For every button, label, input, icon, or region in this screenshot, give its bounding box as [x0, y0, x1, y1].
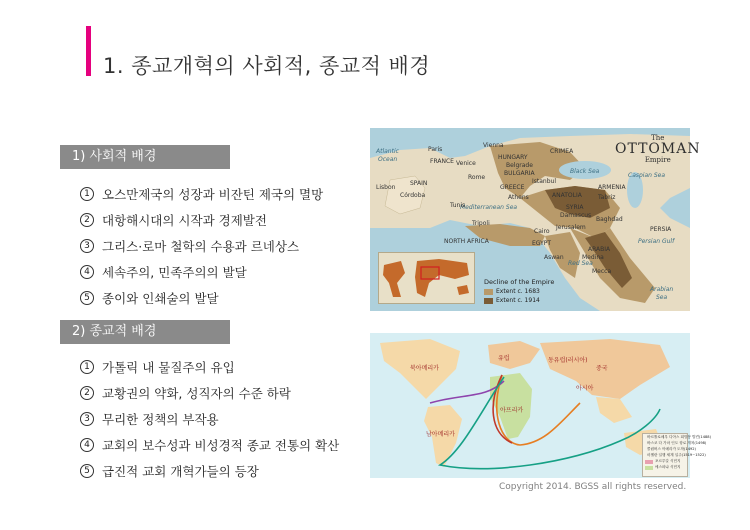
label-persian-gulf: Persian Gulf — [638, 238, 675, 245]
list-item — [80, 354, 339, 380]
label-athens: Athens — [508, 194, 529, 201]
label-russia: 동유럽(러시아) — [548, 357, 588, 364]
label-persia: PERSIA — [650, 226, 672, 233]
label-crimea: CRIMEA — [550, 148, 574, 155]
label-north-africa: NORTH AFRICA — [444, 238, 489, 245]
label-caspian: Caspian Sea — [628, 172, 666, 179]
label-damascus: Damascus — [560, 212, 592, 219]
legend-label: Extent c. 1683 — [496, 288, 540, 295]
legend-swatch-1914 — [484, 298, 493, 304]
legend-label: 에스파냐 식민지 — [655, 465, 681, 469]
title-accent-bar — [86, 26, 91, 76]
item-text: 그리스·로마 철학의 수용과 르네상스 — [102, 239, 300, 254]
item-text: 무리한 정책의 부작용 — [102, 412, 219, 427]
circled-number: 2 — [80, 213, 94, 227]
list-item — [80, 285, 323, 311]
circled-number: 3 — [80, 239, 94, 253]
label-cordoba: Córdoba — [400, 192, 426, 199]
title-the: The — [651, 134, 665, 142]
item-text: 오스만제국의 성장과 비잔틴 제국의 멸망 — [102, 187, 324, 202]
ottoman-empire-map — [370, 128, 701, 311]
label-asia: 아시아 — [576, 385, 594, 392]
list-item — [80, 432, 339, 458]
circled-number: 5 — [80, 464, 94, 478]
legend-swatch — [645, 466, 653, 470]
title-empire: Empire — [644, 156, 671, 164]
legend-item — [645, 453, 706, 458]
label-black-sea: Black Sea — [570, 168, 600, 175]
routes-legend — [642, 433, 711, 477]
circled-number: 4 — [80, 438, 94, 452]
social-background-list — [80, 181, 323, 311]
item-text: 종이와 인쇄술의 발달 — [102, 291, 219, 306]
label-sea: Sea — [656, 294, 668, 301]
label-spain: SPAIN — [410, 180, 428, 187]
list-item — [80, 181, 323, 207]
label-france: FRANCE — [430, 158, 454, 165]
legend-item — [484, 288, 554, 295]
legend-item — [645, 447, 696, 452]
label-cairo: Cairo — [534, 228, 550, 235]
label-atlantic: Atlantic — [376, 148, 399, 155]
list-item — [80, 233, 323, 259]
label-belgrade: Belgrade — [506, 162, 533, 169]
circled-number: 1 — [80, 187, 94, 201]
legend-item — [645, 441, 707, 446]
label-med-sea: Mediterranean Sea — [460, 204, 518, 211]
label-rome: Rome — [468, 174, 486, 181]
exploration-routes-map — [370, 333, 711, 478]
legend-title: Decline of the Empire — [484, 278, 555, 286]
copyright-notice: Copyright 2014. BGSS all rights reserved. — [499, 482, 687, 492]
label-mecca: Mecca — [592, 268, 612, 275]
label-red-sea: Red Sea — [568, 260, 593, 267]
label-north-america: 북아메리카 — [410, 365, 439, 372]
label-bulgaria: BULGARIA — [504, 170, 535, 177]
title-ottoman: OTTOMAN — [615, 141, 701, 157]
label-paris: Paris — [428, 146, 443, 153]
label-africa: 아프리카 — [500, 407, 524, 414]
legend-label: 콜럼버스 아메리카 도착(1492) — [647, 447, 696, 451]
legend-item — [645, 435, 711, 440]
religious-background-list — [80, 354, 339, 484]
label-anatolia: ANATOLIA — [552, 192, 582, 199]
legend-label: 바르톨로메우 디아스 희망봉 발견(1488) — [647, 435, 711, 439]
legend-label: 포르투갈 식민지 — [655, 459, 681, 463]
label-venice: Venice — [456, 160, 476, 167]
legend-swatch-1683 — [484, 289, 493, 295]
item-text: 급진적 교회 개혁가들의 등장 — [102, 464, 259, 479]
label-ocean: Ocean — [378, 156, 398, 163]
label-egypt: EGYPT — [532, 240, 552, 247]
list-item — [80, 458, 339, 484]
circled-number: 3 — [80, 412, 94, 426]
list-item — [80, 259, 323, 285]
legend-item — [484, 297, 554, 304]
ottoman-map-title — [615, 134, 701, 164]
label-arabian: Arabian — [650, 286, 674, 293]
label-arabia: ARABIA — [588, 246, 611, 253]
list-item — [80, 207, 323, 233]
label-baghdad: Baghdad — [596, 216, 623, 223]
label-istanbul: Istanbul — [532, 178, 557, 185]
label-tabriz: Tabriz — [598, 194, 616, 201]
item-text: 교회의 보수성과 비성경적 종교 전통의 확산 — [102, 438, 340, 453]
world-inset-map — [378, 252, 475, 304]
list-item — [80, 380, 339, 406]
section-header-religious: 2) 종교적 배경 — [60, 320, 230, 344]
label-aswan: Aswan — [544, 254, 564, 261]
label-lisbon: Lisbon — [376, 184, 396, 191]
legend-item — [645, 465, 685, 470]
item-text: 대항해시대의 시작과 경제발전 — [102, 213, 267, 228]
legend-label: 바스코 다 가마 인도 항로 개척(1498) — [647, 441, 707, 445]
section-header-social: 1) 사회적 배경 — [60, 145, 230, 169]
slide-title: 1. 종교개혁의 사회적, 종교적 배경 — [103, 54, 431, 78]
label-south-america: 남아메리카 — [426, 431, 455, 438]
label-syria: SYRIA — [566, 204, 584, 211]
label-medina: Medina — [582, 254, 604, 261]
list-item — [80, 406, 339, 432]
circled-number: 1 — [80, 360, 94, 374]
label-china: 중국 — [596, 365, 608, 372]
item-text: 가톨릭 내 물질주의 유입 — [102, 360, 235, 375]
label-tunis: Tunis — [450, 202, 466, 209]
label-europe: 유럽 — [498, 355, 510, 362]
legend-label: Extent c. 1914 — [496, 297, 540, 304]
legend-item — [645, 459, 685, 464]
circled-number: 2 — [80, 386, 94, 400]
legend-swatch — [645, 460, 653, 464]
label-tripoli: Tripoli — [472, 220, 490, 227]
ottoman-legend — [484, 278, 554, 304]
legend-label: 마젤란 일행 세계 일주(1519~1522) — [647, 453, 706, 457]
label-armenia: ARMENIA — [598, 184, 626, 191]
label-hungary: HUNGARY — [498, 154, 528, 161]
inset-world-graphic — [379, 253, 474, 303]
circled-number: 5 — [80, 291, 94, 305]
label-greece: GREECE — [500, 184, 525, 191]
label-vienna: Vienna — [483, 142, 504, 149]
circled-number: 4 — [80, 265, 94, 279]
item-text: 세속주의, 민족주의의 발달 — [102, 265, 247, 280]
item-text: 교황권의 약화, 성직자의 수준 하락 — [102, 386, 291, 401]
label-jerusalem: Jerusalem — [556, 224, 586, 231]
